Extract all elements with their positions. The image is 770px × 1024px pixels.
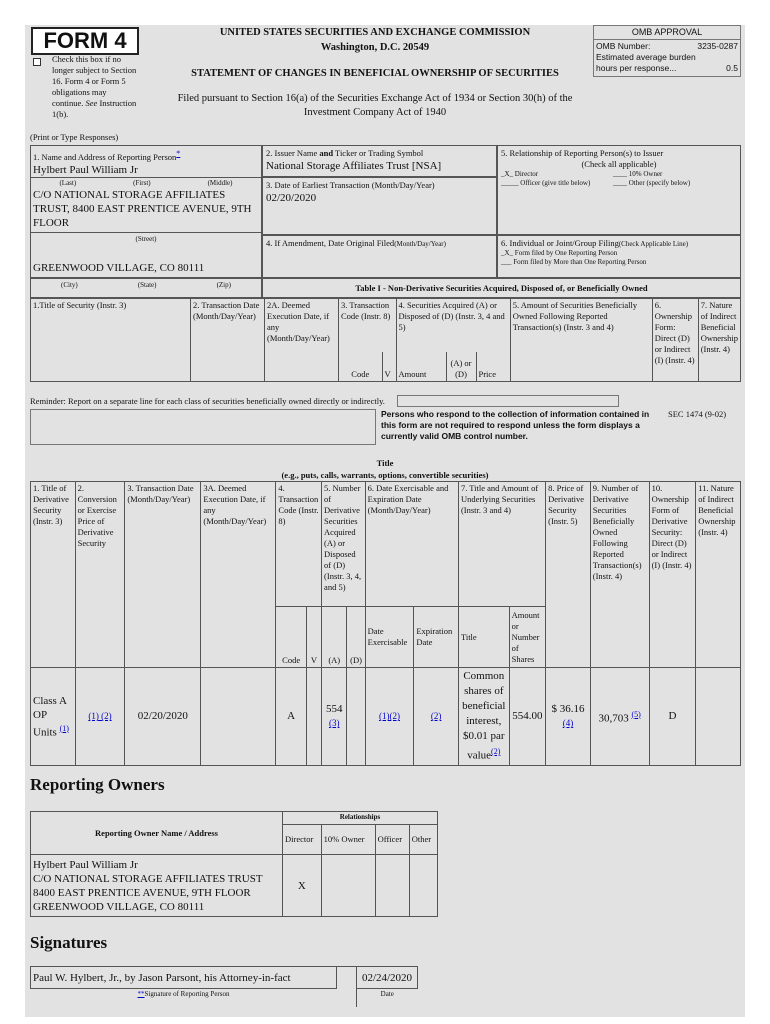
table1-col2: 2. Transaction Date (Month/Day/Year): [191, 299, 265, 382]
signatures-table: [30, 966, 418, 1007]
table2-date-ex-header: Date Exercisable: [365, 607, 414, 668]
row-price-footnote[interactable]: (4): [562, 718, 574, 729]
table2-v-header: V: [306, 607, 321, 668]
table2-a-header: (A): [322, 607, 347, 668]
table1: [30, 298, 741, 382]
issuer-name: National Storage Affiliates Trust [NSA]: [266, 160, 442, 172]
table2-col5: 5. Number of Derivative Securities Acquired (A) or Disposed of (D) (Instr. 3, 4, and 5): [322, 482, 366, 607]
table2: [30, 481, 741, 766]
table1-col3: 3. Transaction Code (Instr. 8): [339, 299, 397, 352]
row-transaction-date: 02/20/2020: [125, 668, 201, 766]
row-conversion-footnote[interactable]: (1) (2): [88, 711, 112, 722]
table2-title-header: Title: [458, 607, 509, 668]
filing-one-person: _X_ Form filed by One Reporting Person: [501, 249, 618, 257]
no-longer-subject-checkbox[interactable]: [33, 58, 41, 66]
city-label: (City): [61, 281, 78, 289]
table1-code-header: Code: [339, 352, 383, 382]
omb-number: 3235-0287: [697, 41, 738, 51]
reporting-owners-heading: Reporting Owners: [30, 775, 165, 794]
relationships-header: Relationships: [283, 812, 438, 825]
middle-label: (Middle): [207, 178, 233, 187]
street-label: (Street): [135, 235, 157, 243]
table2-col4: 4. Transaction Code (Instr. 8): [276, 482, 322, 607]
table1-col4: 4. Securities Acquired (A) or Disposed of (D) (Instr. 3, 4 and 5): [396, 299, 510, 352]
row-owned-footnote[interactable]: (5): [631, 709, 641, 719]
signer-name: Paul W. Hylbert, Jr., by Jason Parsont, his Attorney-in-fact: [31, 967, 337, 989]
zip-label: (Zip): [216, 281, 231, 289]
signature-spacer: [337, 967, 357, 989]
omb-number-label: OMB Number:: [596, 41, 651, 51]
reporting-person-label: 1. Name and Address of Reporting Person: [33, 151, 177, 162]
table2-col1: 1. Title of Derivative Security (Instr. 3): [31, 482, 76, 668]
row-security-footnote[interactable]: (1): [59, 723, 69, 733]
table2-col3a: 3A. Deemed Execution Date, if any (Month/Day/Year): [201, 482, 276, 668]
ten-pct-owner-option: ____ 10% Owner: [613, 170, 663, 178]
table2-code-header: Code: [276, 607, 306, 668]
table1-amount-header: Amount: [396, 352, 446, 382]
owner-line1: Hylbert Paul William Jr: [33, 858, 138, 871]
table2-col6: 6. Date Exercisable and Expiration Date (Month/Day/Year): [365, 482, 458, 607]
table2-col8: 8. Price of Derivative Security (Instr. 5): [546, 482, 591, 668]
owner-cell: [31, 855, 283, 917]
date-label: Date: [380, 990, 394, 998]
owner-director-mark: X: [283, 855, 322, 917]
signature-label-spacer: [337, 989, 357, 1007]
earliest-date-value: 02/20/2020: [266, 192, 317, 204]
relationship-check-all: (Check all applicable): [581, 159, 657, 169]
persons-notice: Persons who respond to the collection of information contained in this form are not required to respond unless the form displays a currently valid OMB control number.: [381, 409, 650, 441]
signature-star-link[interactable]: **: [137, 990, 145, 998]
row-underlying-title: Common shares of beneficial interest, $0.01 par value: [462, 670, 506, 762]
relationship-label: 5. Relationship of Reporting Person(s) to Issuer: [501, 148, 664, 158]
table2-col11: 11. Nature of Indirect Beneficial Ownership (Instr. 4): [696, 482, 741, 668]
agency-name: UNITED STATES SECURITIES AND EXCHANGE COMMISSION: [219, 27, 531, 38]
owner-name-header: Reporting Owner Name / Address: [31, 812, 283, 855]
city-state-zip: GREENWOOD VILLAGE, CO 80111: [33, 262, 205, 274]
earliest-date-box: [262, 177, 497, 235]
table2-exp-header: Expiration Date: [414, 607, 459, 668]
table2-col2: 2. Conversion or Exercise Price of Derivative Security: [75, 482, 125, 668]
row-code: A: [276, 668, 306, 766]
row-security: Class A OP Units: [33, 694, 67, 739]
table2-col9: 9. Number of Derivative Securities Beneficially Owned Following Reported Transaction(s) (Instr. 4): [590, 482, 649, 668]
table2-d-header: (D): [347, 607, 365, 668]
amendment-box: [262, 235, 497, 278]
signature-label-cell: [31, 989, 337, 1007]
omb-title: OMB APPROVAL: [594, 26, 740, 40]
omb-burden: Estimated average burden: [596, 52, 696, 62]
table1-v-header: V: [382, 352, 396, 382]
table1-col5: 5. Amount of Securities Beneficially Owned Following Reported Transaction(s) (Instr. 3 and 4): [510, 299, 652, 382]
director-option: _X_ Director: [501, 170, 539, 178]
table1-col2a: 2A. Deemed Execution Date, if any (Month/Day/Year): [265, 299, 339, 382]
row-title-footnote[interactable]: (2): [491, 747, 501, 756]
row-date-ex-footnote[interactable]: (1)(2): [378, 711, 400, 722]
filing-label-small: (Check Applicable Line): [618, 240, 689, 248]
street-box: [30, 232, 262, 278]
signature-label: Signature of Reporting Person: [144, 990, 230, 998]
reminder-input-area: [397, 395, 619, 407]
table1-col6: 6. Ownership Form: Direct (D) or Indirect (I) (Instr. 4): [652, 299, 698, 382]
table1-price-header: Price: [476, 352, 510, 382]
agency-city: Washington, D.C. 20549: [320, 42, 430, 53]
reporting-person-star-link[interactable]: *: [176, 149, 181, 158]
signatures-heading: Signatures: [30, 933, 108, 952]
relationship-box: [497, 145, 741, 235]
state-label: (State): [137, 281, 157, 289]
other-option: ____ Other (specify below): [613, 179, 691, 187]
amendment-label: 4. If Amendment, Date Original Filed: [266, 238, 395, 248]
filed-pursuant-line2: Investment Company Act of 1940: [303, 107, 447, 118]
owner-officer-cell: [375, 855, 409, 917]
amendment-label-small: (Month/Day/Year): [394, 240, 446, 248]
checkbox-instructions: Check this box if no longer subject to Section 16. Form 4 or Form 5 obligations may continue. See Instruction 1(b).: [52, 54, 137, 119]
filing-label: 6. Individual or Joint/Group Filing: [501, 238, 619, 248]
reminder-note: Reminder: Report on a separate line for each class of securities beneficially owned directly or indirectly.: [30, 396, 385, 406]
filing-more-persons: ___ Form filed by More than One Reporting Person: [501, 258, 647, 266]
issuer-box: [262, 145, 497, 177]
ten-pct-header: 10% Owner: [321, 825, 375, 855]
last-label: (Last): [59, 178, 77, 187]
owner-line3: 8400 EAST PRENTICE AVENUE, 9TH FLOOR: [33, 886, 251, 899]
owner-ten-pct-cell: [321, 855, 375, 917]
table2-col10: 10. Ownership Form of Derivative Security: Direct (D) or Indirect (I) (Instr. 4): [649, 482, 696, 668]
reporting-person-address: C/O NATIONAL STORAGE AFFILIATES TRUST, 8400 EAST PRENTICE AVENUE, 9TH FLOOR: [33, 188, 252, 229]
table2-col3: 3. Transaction Date (Month/Day/Year): [125, 482, 201, 668]
row-deemed-date: [201, 668, 276, 766]
form-sheet: [25, 25, 745, 1017]
director-header: Director: [283, 825, 322, 855]
issuer-label-and: and: [319, 148, 334, 158]
table2-col7: 7. Title and Amount of Underlying Securities (Instr. 3 and 4): [458, 482, 545, 607]
issuer-label-a: 2. Issuer Name: [266, 148, 320, 158]
omb-approval-box: [593, 25, 741, 77]
reporting-owners-table: [30, 811, 438, 917]
row-nature: [696, 668, 741, 766]
officer-header: Officer: [375, 825, 409, 855]
form-title-box: [31, 27, 139, 55]
row-underlying-amount: 554.00: [509, 668, 546, 766]
owner-line4: GREENWOOD VILLAGE, CO 80111: [33, 900, 205, 913]
table1-col7: 7. Nature of Indirect Beneficial Ownership (Instr. 4): [698, 299, 740, 382]
left-blank-box: [30, 409, 376, 445]
first-label: (First): [133, 178, 151, 187]
statement-title: STATEMENT OF CHANGES IN BENEFICIAL OWNERSHIP OF SECURITIES: [191, 68, 559, 79]
table2-row: [31, 668, 741, 766]
table1-aord-header: (A) or (D): [446, 352, 476, 382]
city-state-zip-labels: [30, 278, 262, 298]
owner-other-cell: [409, 855, 437, 917]
signature-date: 02/24/2020: [357, 967, 418, 989]
row-price: $ 36.16: [551, 703, 585, 716]
table2-subtitle: (e.g., puts, calls, warrants, options, convertible securities): [281, 470, 489, 480]
filed-pursuant-line1: Filed pursuant to Section 16(a) of the Securities Exchange Act of 1934 or Section 30(h) of the: [177, 93, 573, 104]
filing-box: [497, 235, 741, 278]
omb-hours: 0.5: [726, 63, 738, 73]
row-exp-footnote[interactable]: (2): [430, 711, 442, 722]
table2-title: Title: [376, 458, 394, 468]
form-title: FORM 4: [43, 28, 127, 53]
issuer-label-b: Ticker or Trading Symbol: [333, 148, 424, 158]
row-v: [306, 668, 321, 766]
reporting-person-name: Hylbert Paul William Jr: [31, 163, 261, 178]
owner-line2: C/O NATIONAL STORAGE AFFILIATES TRUST: [33, 872, 263, 885]
row-number: 554: [325, 703, 343, 716]
row-owned: 30,703: [598, 712, 629, 725]
sec-code: SEC 1474 (9-02): [668, 409, 727, 419]
table1-title: Table I - Non-Derivative Securities Acquired, Disposed of, or Beneficially Owned: [262, 278, 741, 298]
table1-col1: 1.Title of Security (Instr. 3): [31, 299, 191, 382]
row-disposed: [347, 668, 365, 766]
row-ownership-form: D: [649, 668, 696, 766]
row-number-footnote[interactable]: (3): [328, 718, 340, 729]
print-type-note: (Print or Type Responses): [30, 132, 119, 142]
officer-option: _____ Officer (give title below): [501, 179, 591, 187]
omb-hours-label: hours per response...: [596, 63, 677, 73]
table2-amount-header: Amount or Number of Shares: [509, 607, 546, 668]
other-header: Other: [409, 825, 437, 855]
earliest-date-label: 3. Date of Earliest Transaction (Month/Day/Year): [266, 180, 435, 190]
